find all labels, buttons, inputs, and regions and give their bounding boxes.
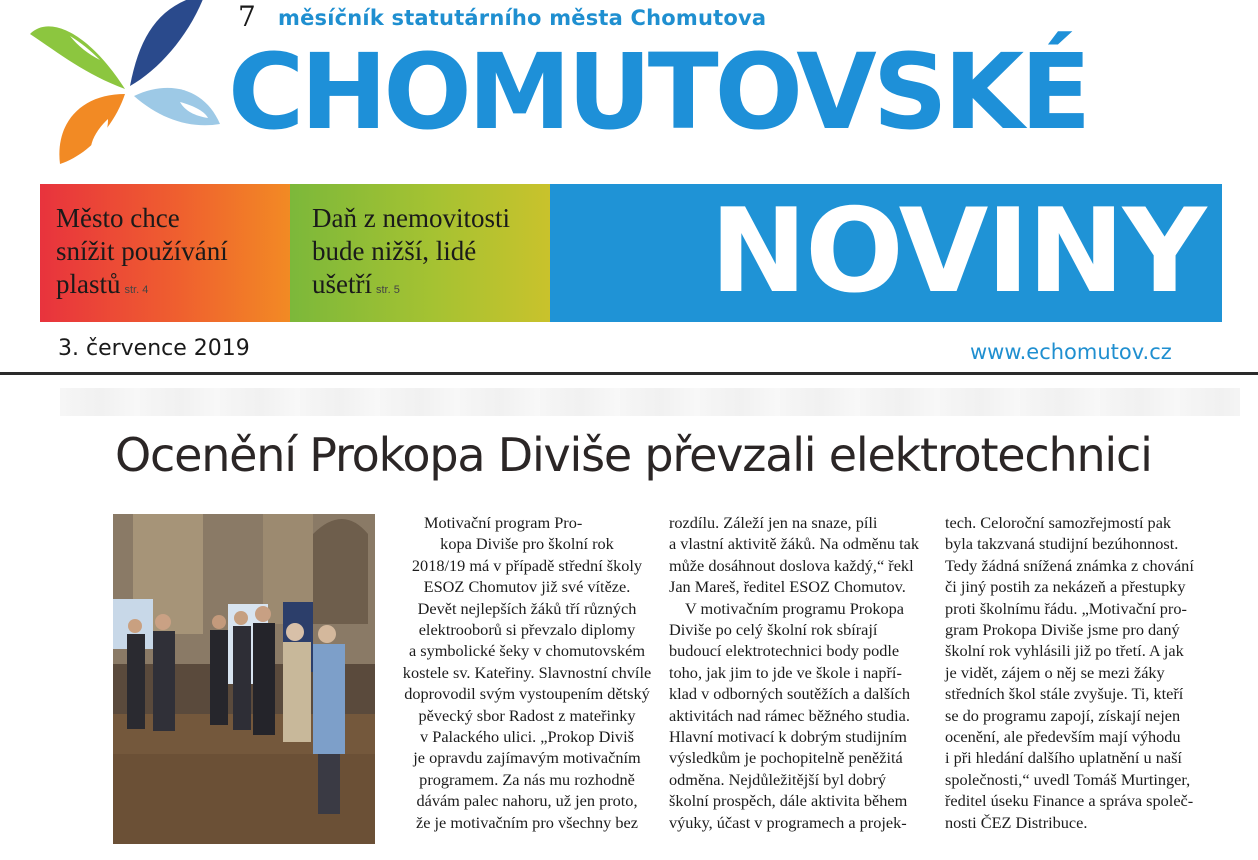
teaser-page-ref: str. 4 [124, 284, 149, 296]
article-line: může dosáhnout doslova každý,“ řekl [669, 555, 914, 575]
website-link[interactable]: www.echomutov.cz [970, 340, 1172, 364]
article-line: školní prospěch, dále aktivita během [669, 791, 908, 811]
article-line: klad v odborných soutěžích a dalších [669, 684, 910, 704]
article-column-2 [669, 512, 939, 833]
article-line: tech. Celoroční samozřejmostí pak [945, 513, 1172, 532]
article-line: v Palackého ulici. „Prokop Diviš [420, 727, 634, 747]
masthead-title-top: CHOMUTOVSKÉ [228, 31, 1088, 153]
teaser-line: Daň z nemovitosti [312, 203, 510, 233]
article-line: a symbolické šeky v chomutovském [408, 641, 646, 661]
teaser-line: snížit používání [56, 236, 228, 266]
article-column-1 [392, 512, 662, 833]
article-headline: Ocenění Prokopa Diviše převzali elektrotechnici [115, 428, 1152, 482]
article-line: kostele sv. Kateřiny. Slavnostní chvíle [402, 662, 652, 682]
issue-date: 3. července 2019 [58, 336, 250, 361]
article-line: že je motivačním pro všechny bez [416, 812, 638, 832]
article-line: V motivačním programu Prokopa [685, 598, 905, 618]
article-line: proti školnímu řádu. „Motivační pro- [945, 598, 1187, 618]
page-fold-divider [0, 372, 1258, 375]
article-line: elektrooborů si převzalo diplomy [418, 620, 636, 640]
masthead-subtitle: měsíčník statutárního města Chomutova [278, 6, 767, 30]
article-line: ředitel úseku Finance a správa společ- [945, 791, 1194, 811]
teaser-plastics[interactable] [56, 202, 286, 307]
article-line: je opravdu zajímavým motivačním [413, 748, 641, 768]
article-line: budoucí elektrotechnici body podle [669, 641, 900, 661]
teaser-page-ref: str. 5 [376, 284, 400, 296]
teaser-line: plastů [56, 269, 121, 299]
masthead-title-bottom: NOVINY [710, 184, 1205, 319]
article-line: rozdílu. Záleží jen na snaze, píli [669, 513, 878, 532]
article-line: se do programu zapojí, získají nejen [945, 705, 1181, 725]
article-line: 2018/19 má v případě střední školy [411, 555, 643, 575]
article-line: aktivitách nad rámec běžného studia. [669, 705, 910, 725]
logo-petal-lightblue [134, 88, 220, 125]
article-line: školní rok vyhlásili již po třetí. A jak [945, 641, 1184, 661]
teaser-property-tax[interactable] [312, 202, 548, 307]
article-line: Diviše po celý školní rok sbírají [669, 620, 878, 640]
article-line: Motivační program Pro- [424, 513, 583, 532]
article-line: i při hledání dalšího uplatnění u naší [945, 748, 1182, 768]
logo-petal-navy [130, 0, 205, 86]
article-line: gram Prokopa Diviše jsme pro daný [945, 620, 1180, 640]
city-logo-icon [30, 0, 250, 174]
article-line: Tedy žádná snížená známka z chování [945, 555, 1194, 575]
teaser-line: bude nižší, lidé [312, 236, 477, 266]
article-line: programem. Za nás mu rozhodně [419, 769, 635, 789]
award-ceremony-photo-icon [113, 514, 375, 844]
article-column-3 [945, 512, 1235, 833]
article-line: nosti ČEZ Distribuce. [945, 812, 1088, 832]
article-line: Devět nejlepších žáků tří různých [417, 598, 637, 618]
logo-petal-green [30, 26, 125, 89]
article-line: ESOZ Chomutov již své vítěze. [423, 577, 631, 597]
article-line: a vlastní aktivitě žáků. Na odměnu tak [669, 534, 920, 554]
article-line: ocenění, ale především mají výhodu [945, 727, 1181, 747]
article-line: doprovodil svým vystoupením dětský [404, 684, 650, 704]
article-line: odměna. Nejdůležitější byl dobrý [669, 769, 887, 789]
faded-print-strip [60, 388, 1240, 416]
article-line: středních škol stále zvyšuje. Ti, kteří [945, 684, 1184, 704]
article-line: dávám palec nahoru, už jen proto, [416, 791, 638, 811]
article-line: je vidět, zájem o něj se mezi žáky [945, 662, 1165, 682]
issue-number: 7 [238, 0, 256, 33]
teaser-line: Město chce [56, 203, 180, 233]
article-line: byla takzvaná studijní bezúhonnost. [945, 534, 1179, 554]
article-line: toho, jak jim to jde ve škole i napří- [669, 662, 902, 682]
article-line: či jiný postih za nekázeň a přestupky [945, 577, 1186, 597]
article-line: pěvecký sbor Radost z mateřinky [418, 705, 636, 725]
article-line: kopa Diviše pro školní rok [440, 534, 614, 554]
article-line: Hlavní motivací k dobrým studijním [669, 727, 907, 747]
article-line: Jan Mareš, ředitel ESOZ Chomutov. [669, 577, 906, 597]
article-line: výuky, účast v programech a projek- [669, 812, 907, 832]
teaser-line: ušetří [312, 269, 372, 299]
article-line: výsledkům je pochopitelně peněžitá [669, 748, 903, 768]
article-line: společnosti,“ uvedl Tomáš Murtinger, [945, 769, 1191, 789]
